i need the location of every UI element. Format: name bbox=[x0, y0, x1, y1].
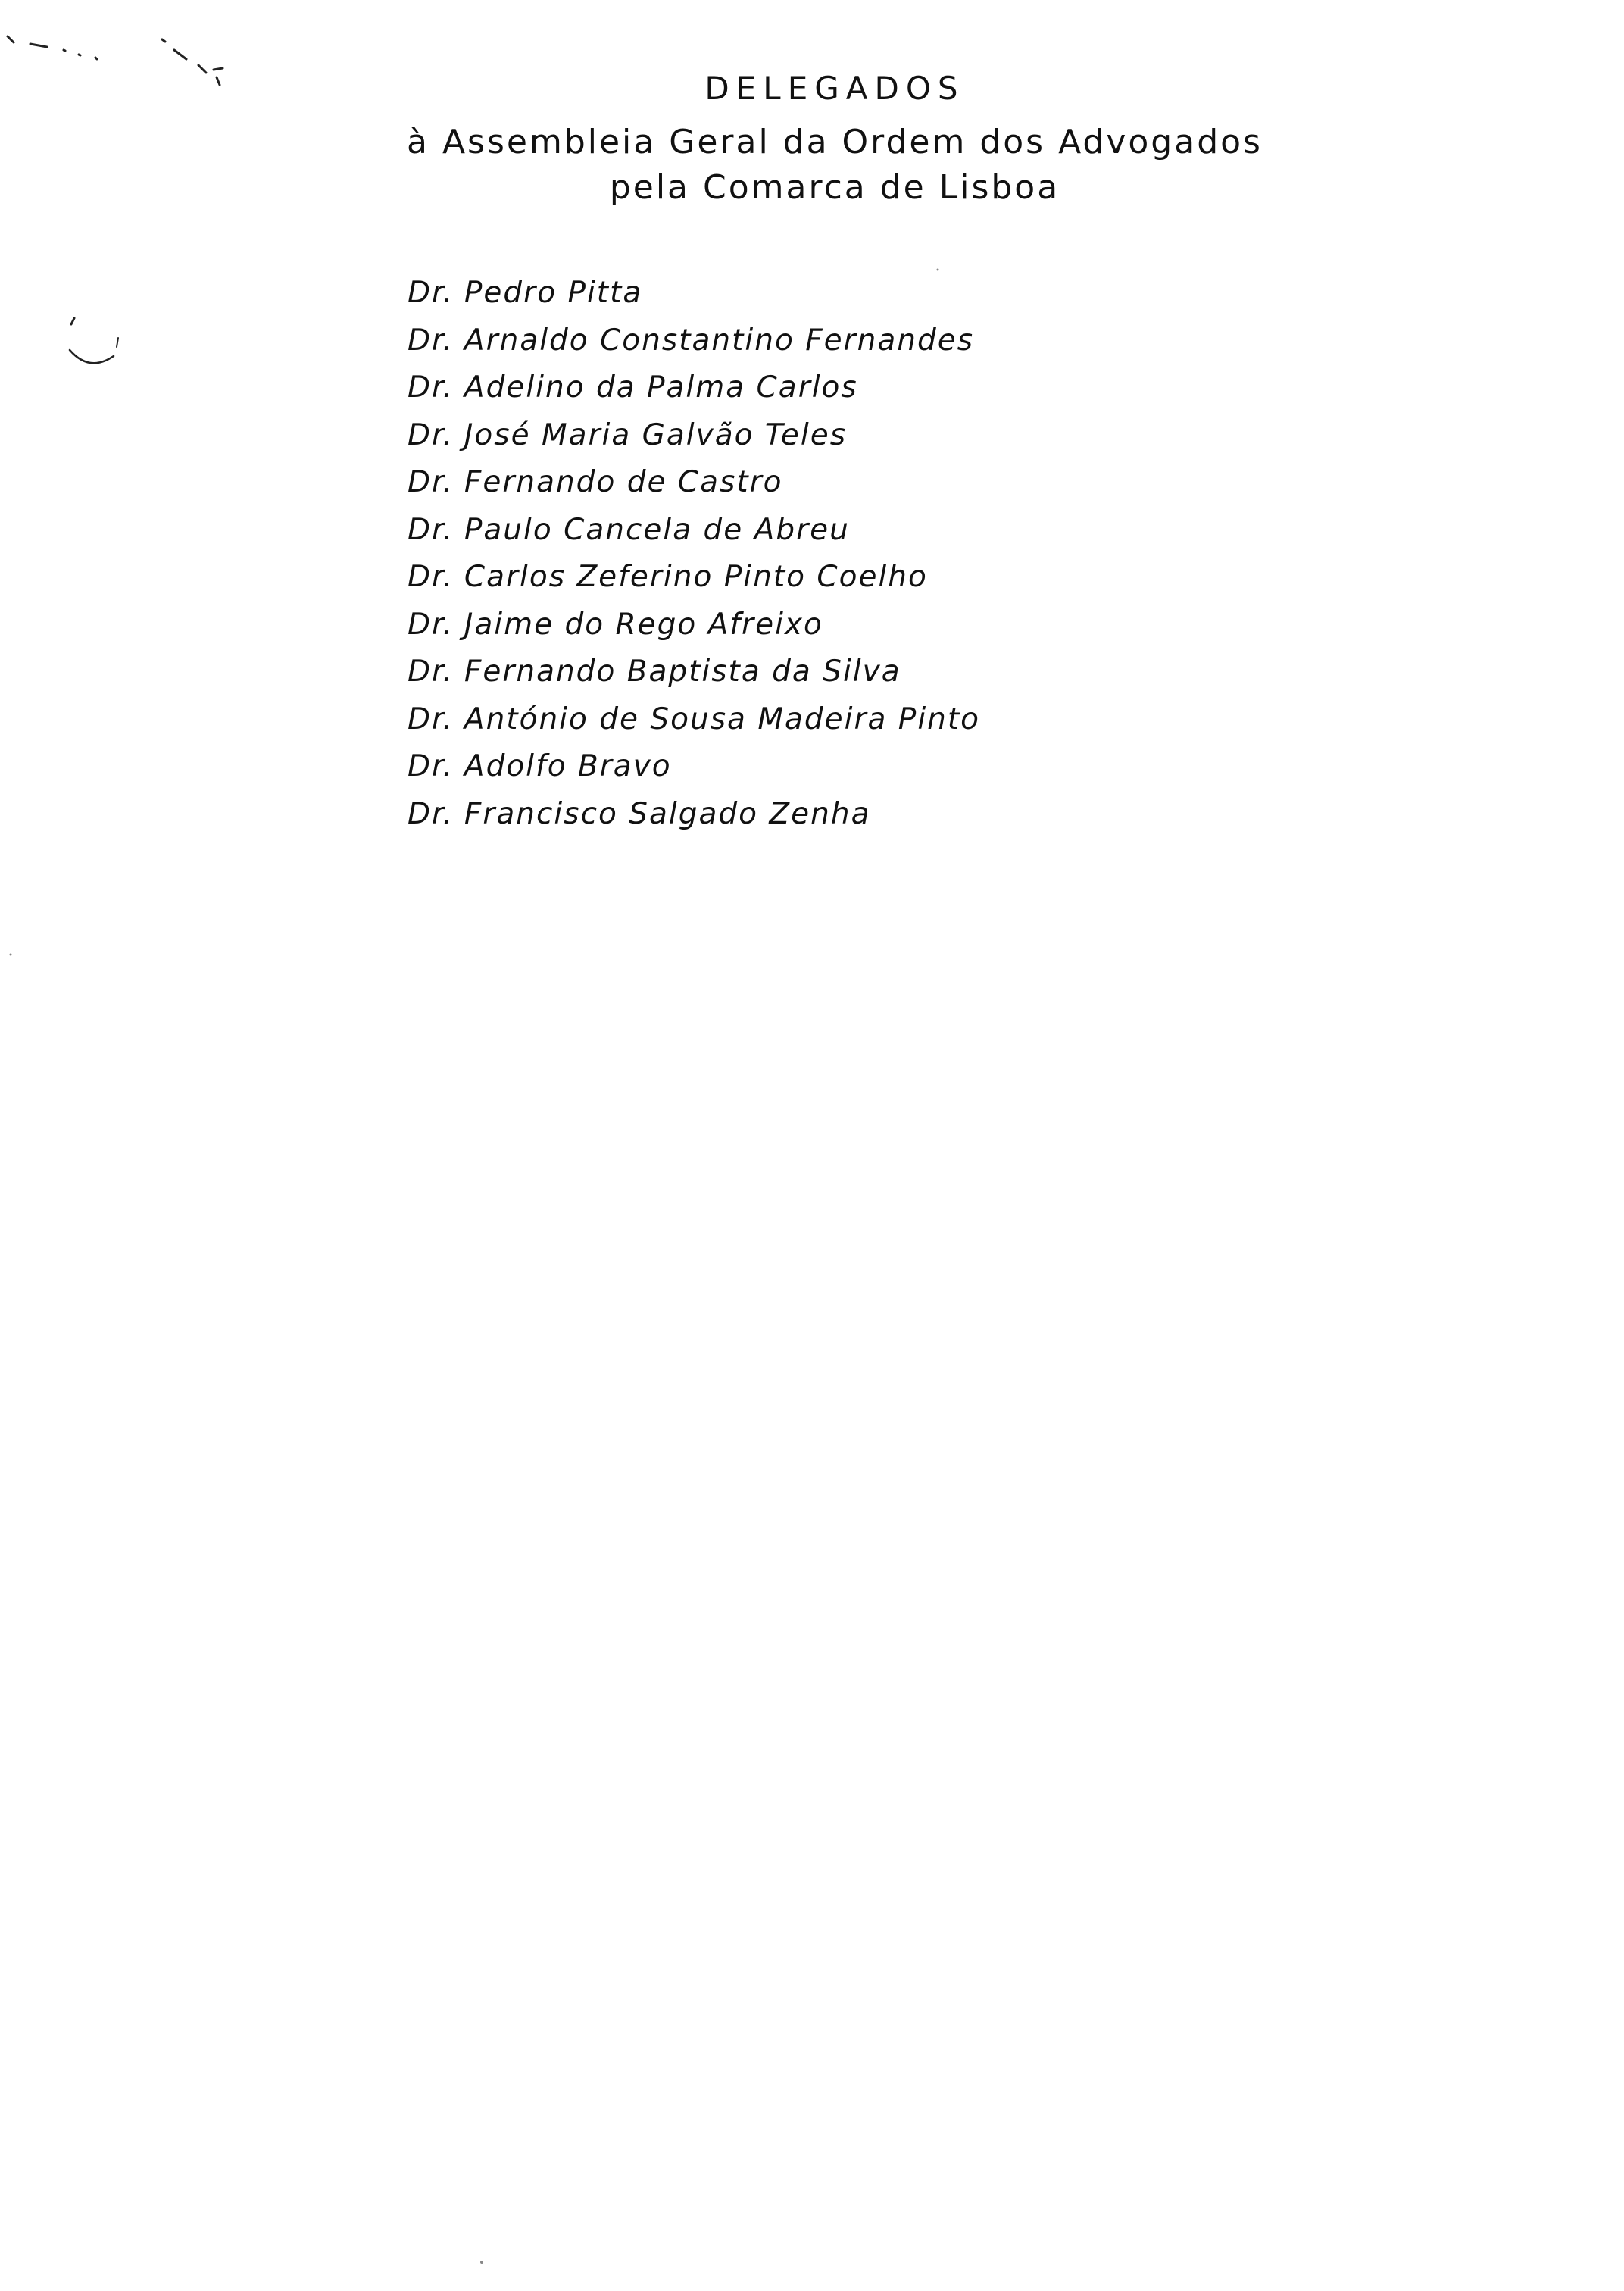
delegate-name: Fernando de Castro bbox=[464, 465, 783, 499]
delegate-name: António de Sousa Madeira Pinto bbox=[464, 702, 981, 736]
document-title: DELEGADOS bbox=[704, 70, 965, 107]
document-subtitle-line2: pela Comarca de Lisboa bbox=[609, 168, 1060, 207]
delegate-prefix: Dr. bbox=[408, 560, 454, 594]
list-item bbox=[408, 743, 980, 791]
delegate-name: Adolfo Bravo bbox=[464, 749, 672, 783]
delegate-name: Francisco Salgado Zenha bbox=[464, 796, 871, 831]
list-item bbox=[408, 554, 980, 602]
list-item bbox=[408, 459, 980, 507]
delegate-name: Pedro Pitta bbox=[464, 276, 643, 310]
list-item bbox=[408, 317, 980, 365]
delegate-prefix: Dr. bbox=[408, 796, 454, 831]
delegate-name: Paulo Cancela de Abreu bbox=[464, 512, 850, 547]
delegate-prefix: Dr. bbox=[408, 323, 454, 358]
list-item bbox=[408, 649, 980, 696]
delegate-name: José Maria Galvão Teles bbox=[464, 417, 848, 452]
delegate-prefix: Dr. bbox=[408, 749, 454, 783]
delegate-prefix: Dr. bbox=[408, 512, 454, 547]
delegate-prefix: Dr. bbox=[408, 655, 454, 689]
delegate-name: Arnaldo Constantino Fernandes bbox=[464, 323, 975, 358]
delegate-name: Fernando Baptista da Silva bbox=[464, 655, 901, 689]
list-item bbox=[408, 791, 980, 839]
delegate-prefix: Dr. bbox=[408, 370, 454, 405]
delegate-name: Jaime do Rego Afreixo bbox=[464, 607, 823, 642]
delegate-prefix: Dr. bbox=[408, 702, 454, 736]
list-item bbox=[408, 364, 980, 412]
list-item bbox=[408, 270, 980, 317]
delegate-name: Adelino da Palma Carlos bbox=[464, 370, 858, 405]
delegate-list bbox=[408, 270, 980, 838]
delegate-name: Carlos Zeferino Pinto Coelho bbox=[464, 560, 928, 594]
list-item bbox=[408, 507, 980, 555]
list-item bbox=[408, 412, 980, 460]
delegate-prefix: Dr. bbox=[408, 465, 454, 499]
delegate-prefix: Dr. bbox=[408, 607, 454, 642]
document-subtitle-line1: à Assembleia Geral da Ordem dos Advogados bbox=[407, 123, 1263, 161]
delegate-prefix: Dr. bbox=[408, 276, 454, 310]
list-item bbox=[408, 696, 980, 744]
list-item bbox=[408, 602, 980, 649]
delegate-prefix: Dr. bbox=[408, 417, 454, 452]
